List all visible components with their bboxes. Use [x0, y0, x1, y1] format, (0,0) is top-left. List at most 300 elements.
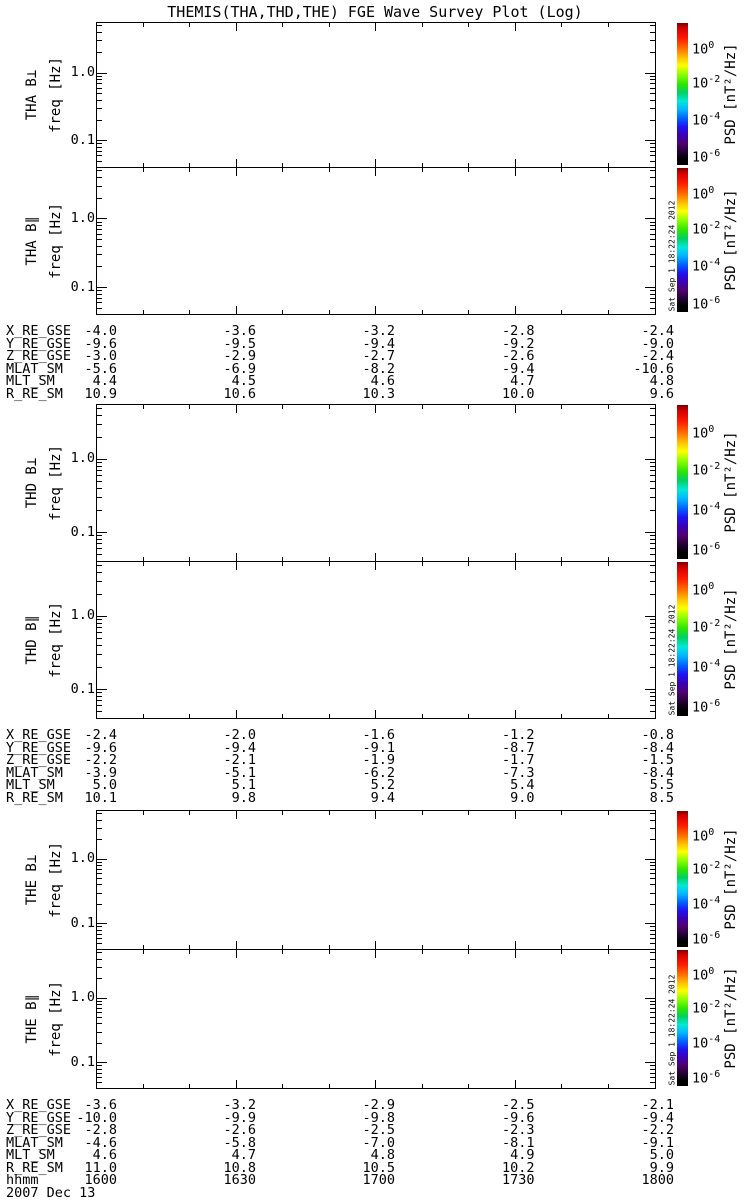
- ephemeris-value: -2.1: [641, 1097, 674, 1113]
- x-minor-tick-mark: [282, 811, 283, 815]
- y-minor-tick-mark: [97, 298, 102, 299]
- ephemeris-value: -9.4: [223, 739, 256, 756]
- ephemeris-label-y_re_gse: Y_RE_GSE: [6, 1109, 72, 1126]
- y-minor-tick-mark: [97, 930, 102, 931]
- y-minor-tick-mark: [650, 572, 655, 573]
- ephemeris-value: 9.0: [510, 789, 535, 806]
- y-minor-tick-mark: [97, 79, 102, 80]
- y-tick-label-1hz: 1.0: [70, 64, 95, 81]
- x-minor-tick-mark: [422, 310, 423, 314]
- y-minor-tick-mark: [97, 225, 102, 226]
- y-minor-tick-mark: [650, 437, 655, 438]
- ephemeris-label-r_re_sm: R_RE_SM: [6, 789, 63, 806]
- ephemeris-value: -6.2: [362, 764, 395, 781]
- x-minor-tick-mark: [561, 562, 562, 566]
- y-axis-title: freq [Hz]: [48, 841, 64, 918]
- x-minor-tick-mark: [468, 310, 469, 314]
- spectrogram-panel-THD-bpar: [96, 561, 656, 719]
- y-minor-tick-mark: [97, 76, 102, 77]
- ephemeris-value: -2.1: [223, 752, 256, 768]
- y-minor-tick-mark: [97, 1008, 102, 1009]
- ephemeris-value: 4.8: [370, 1147, 395, 1163]
- spectrogram-panel-THD-bperp: [96, 404, 656, 562]
- y-minor-tick-mark: [650, 1043, 655, 1044]
- ephemeris-value: 9.9: [649, 1159, 674, 1176]
- x-minor-tick-mark: [561, 1084, 562, 1088]
- ephemeris-value: -9.9: [223, 1109, 256, 1126]
- y-minor-tick-mark: [97, 93, 102, 94]
- y-minor-tick-mark: [650, 466, 655, 467]
- x-minor-tick-mark: [282, 310, 283, 314]
- x-minor-tick-mark: [468, 714, 469, 718]
- colorbar-tick-mantissa: 10: [692, 1070, 709, 1087]
- colorbar-tick-exponent: -6: [708, 1069, 721, 1081]
- x-minor-tick-mark: [282, 1084, 283, 1088]
- ephemeris-label-x_re_gse: X_RE_GSE: [6, 1097, 72, 1113]
- x-minor-tick-mark: [282, 405, 283, 409]
- y-major-tick-mark: [645, 923, 655, 924]
- x-minor-tick-mark: [189, 811, 190, 815]
- y-major-tick-mark: [645, 459, 655, 460]
- y-minor-tick-mark: [97, 254, 102, 255]
- ephemeris-value: -2.6: [501, 348, 535, 364]
- x-major-tick-mark: [236, 306, 237, 314]
- y-axis-title: freq [Hz]: [48, 444, 64, 521]
- y-minor-tick-mark: [650, 100, 655, 101]
- psd-colorbar: [677, 168, 688, 312]
- y-minor-tick-mark: [650, 177, 655, 178]
- panel-label-THD-bpar: THD B∥: [24, 614, 40, 665]
- ephemeris-value: 10.5: [362, 1159, 395, 1176]
- y-tick-label-1hz: 1.0: [70, 607, 95, 624]
- colorbar-tick-exponent: -6: [708, 930, 721, 942]
- y-minor-tick-mark: [650, 839, 655, 840]
- y-minor-tick-mark: [650, 254, 655, 255]
- y-minor-tick-mark: [650, 222, 655, 223]
- y-tick-label-01hz: 0.1: [70, 132, 95, 149]
- x-minor-tick-mark: [608, 562, 609, 566]
- y-minor-tick-mark: [650, 1012, 655, 1013]
- y-minor-tick-mark: [650, 904, 655, 905]
- y-minor-tick-mark: [97, 667, 102, 668]
- y-minor-tick-mark: [97, 884, 102, 885]
- y-minor-tick-mark: [97, 239, 102, 240]
- y-minor-tick-mark: [97, 535, 102, 536]
- y-minor-tick-mark: [650, 120, 655, 121]
- y-major-tick-mark: [97, 998, 107, 999]
- y-minor-tick-mark: [650, 93, 655, 94]
- colorbar-tick-mantissa: 10: [692, 828, 709, 845]
- colorbar-tick-label: [692, 422, 714, 442]
- y-minor-tick-mark: [650, 424, 655, 425]
- y-minor-tick-mark: [650, 1069, 655, 1070]
- ephemeris-label-mlt_sm: MLT_SM: [6, 777, 55, 793]
- y-minor-tick-mark: [650, 978, 655, 979]
- ephemeris-value: -7.3: [501, 764, 535, 781]
- y-tick-label-1hz: 1.0: [70, 988, 95, 1005]
- y-minor-tick-mark: [650, 873, 655, 874]
- y-minor-tick-mark: [97, 462, 102, 463]
- ephemeris-value: 5.1: [231, 777, 256, 793]
- x-minor-tick-mark: [189, 1084, 190, 1088]
- colorbar-tick-label: [692, 858, 720, 878]
- y-minor-tick-mark: [650, 170, 655, 171]
- colorbar-tick-label: [692, 38, 714, 58]
- ephemeris-value: 10.9: [84, 385, 117, 402]
- y-minor-tick-mark: [650, 878, 655, 879]
- ephemeris-label-r_re_sm: R_RE_SM: [6, 1159, 63, 1176]
- x-minor-tick-mark: [422, 405, 423, 409]
- x-minor-tick-mark: [189, 950, 190, 954]
- y-major-tick-mark: [97, 923, 107, 924]
- colorbar-tick-exponent: 0: [708, 581, 715, 593]
- colorbar-tick-mantissa: 10: [692, 425, 709, 442]
- x-minor-tick-mark: [561, 168, 562, 172]
- y-minor-tick-mark: [97, 820, 102, 821]
- colorbar-tick-mantissa: 10: [692, 41, 709, 58]
- x-major-tick-mark: [515, 168, 516, 176]
- spectrogram-panel-THE-bperp: [96, 810, 656, 950]
- y-minor-tick-mark: [97, 828, 102, 829]
- colorbar-tick-mantissa: 10: [692, 258, 709, 275]
- ephemeris-value: -5.8: [223, 1134, 256, 1151]
- colorbar-axis-title: PSD [nT²/Hz]: [723, 43, 739, 145]
- x-minor-tick-mark: [468, 168, 469, 172]
- psd-colorbar: [677, 405, 688, 559]
- x-major-tick-mark: [515, 23, 516, 31]
- x-minor-tick-mark: [422, 811, 423, 815]
- y-minor-tick-mark: [97, 543, 102, 544]
- plot-timestamp: Sat Sep 1 18:22:24 2012: [667, 604, 677, 716]
- ephemeris-value: -3.0: [84, 348, 117, 364]
- x-minor-tick-mark: [422, 168, 423, 172]
- x-major-tick-mark: [236, 562, 237, 570]
- x-major-tick-mark: [375, 1080, 376, 1088]
- x-major-tick-mark: [515, 950, 516, 958]
- ephemeris-value: 11.0: [84, 1159, 117, 1176]
- y-minor-tick-mark: [650, 198, 655, 199]
- panel-label-THE-bpar: THE B∥: [24, 993, 40, 1044]
- y-minor-tick-mark: [97, 1073, 102, 1074]
- y-minor-tick-mark: [650, 869, 655, 870]
- y-minor-tick-mark: [650, 581, 655, 582]
- ephemeris-value: 4.9: [510, 1147, 535, 1163]
- y-minor-tick-mark: [650, 1082, 655, 1083]
- y-minor-tick-mark: [650, 539, 655, 540]
- x-minor-tick-mark: [468, 23, 469, 27]
- y-tick-label-1hz: 1.0: [70, 209, 95, 226]
- ephemeris-value: 10.3: [362, 385, 395, 402]
- colorbar-tick-exponent: -2: [708, 859, 721, 871]
- ephemeris-value: -2.5: [362, 1122, 395, 1138]
- ephemeris-label-mlat_sm: MLAT_SM: [6, 360, 63, 377]
- ephemeris-value: 4.4: [92, 373, 117, 389]
- y-minor-tick-mark: [650, 820, 655, 821]
- y-minor-tick-mark: [97, 623, 102, 624]
- y-major-tick-mark: [645, 1062, 655, 1063]
- y-minor-tick-mark: [97, 294, 102, 295]
- ephemeris-value: -2.4: [641, 348, 674, 364]
- ephemeris-value: -9.6: [501, 1109, 535, 1126]
- y-minor-tick-mark: [650, 654, 655, 655]
- y-minor-tick-mark: [650, 234, 655, 235]
- psd-colorbar: [677, 562, 688, 716]
- y-minor-tick-mark: [650, 1004, 655, 1005]
- y-minor-tick-mark: [97, 222, 102, 223]
- colorbar-tick-mantissa: 10: [692, 659, 709, 676]
- ephemeris-value: -2.4: [641, 323, 674, 339]
- ephemeris-value: -9.8: [362, 1109, 395, 1126]
- colorbar-tick-exponent: -2: [708, 220, 721, 232]
- x-minor-tick-mark: [608, 1084, 609, 1088]
- ephemeris-value: -1.6: [362, 727, 395, 743]
- y-minor-tick-mark: [650, 594, 655, 595]
- x-major-tick-mark: [515, 553, 516, 561]
- y-minor-tick-mark: [97, 481, 102, 482]
- x-minor-tick-mark: [468, 1084, 469, 1088]
- ephemeris-value: -8.1: [501, 1134, 535, 1151]
- x-minor-tick-mark: [282, 562, 283, 566]
- plot-timestamp: Sat Sep 1 18:22:24 2012: [667, 974, 677, 1086]
- y-minor-tick-mark: [97, 155, 102, 156]
- y-minor-tick-mark: [650, 938, 655, 939]
- y-axis-title: freq [Hz]: [48, 980, 64, 1057]
- ephemeris-label-mlt_sm: MLT_SM: [6, 373, 55, 389]
- time-axis-label: hhmm: [6, 1172, 39, 1188]
- ephemeris-value: 10.6: [223, 385, 256, 402]
- y-minor-tick-mark: [97, 32, 102, 33]
- ephemeris-value: -10.0: [76, 1109, 117, 1126]
- x-minor-tick-mark: [143, 405, 144, 409]
- ephemeris-label-y_re_gse: Y_RE_GSE: [6, 739, 72, 756]
- ephemeris-value: 10.1: [84, 789, 117, 806]
- x-minor-tick-mark: [329, 950, 330, 954]
- colorbar-tick-mantissa: 10: [692, 296, 709, 313]
- y-minor-tick-mark: [97, 510, 102, 511]
- y-minor-tick-mark: [650, 25, 655, 26]
- colorbar-tick-label: [692, 964, 714, 984]
- colorbar-tick-label: [692, 293, 720, 313]
- y-minor-tick-mark: [650, 83, 655, 84]
- ephemeris-value: 5.2: [370, 777, 395, 793]
- y-minor-tick-mark: [97, 813, 102, 814]
- x-major-tick-mark: [236, 23, 237, 31]
- ephemeris-value: -9.4: [362, 335, 395, 352]
- y-minor-tick-mark: [97, 645, 102, 646]
- y-minor-tick-mark: [650, 627, 655, 628]
- colorbar-tick-mantissa: 10: [692, 967, 709, 984]
- colorbar-tick-exponent: -4: [708, 895, 721, 907]
- x-major-tick-mark: [515, 710, 516, 718]
- y-major-tick-mark: [645, 73, 655, 74]
- y-minor-tick-mark: [650, 623, 655, 624]
- y-minor-tick-mark: [650, 930, 655, 931]
- colorbar-tick-exponent: -4: [708, 501, 721, 513]
- ephemeris-value: -2.8: [501, 323, 535, 339]
- y-minor-tick-mark: [650, 290, 655, 291]
- y-minor-tick-mark: [97, 83, 102, 84]
- y-minor-tick-mark: [650, 408, 655, 409]
- x-major-tick-mark: [236, 710, 237, 718]
- y-minor-tick-mark: [650, 1073, 655, 1074]
- y-axis-title: freq [Hz]: [48, 56, 64, 133]
- colorbar-tick-label: [692, 893, 720, 913]
- ephemeris-value: 4.7: [231, 1147, 256, 1163]
- ephemeris-value: -3.9: [84, 764, 117, 781]
- x-minor-tick-mark: [608, 310, 609, 314]
- x-minor-tick-mark: [329, 562, 330, 566]
- colorbar-tick-label: [692, 146, 720, 166]
- ephemeris-value: -9.6: [84, 335, 117, 352]
- x-major-tick-mark: [236, 159, 237, 167]
- y-minor-tick-mark: [97, 1065, 102, 1066]
- panel-label-THA-bperp: THA B⊥: [24, 69, 40, 120]
- time-tick-label: 1700: [362, 1172, 395, 1188]
- y-minor-tick-mark: [97, 539, 102, 540]
- x-major-tick-mark: [236, 941, 237, 949]
- y-minor-tick-mark: [97, 290, 102, 291]
- y-minor-tick-mark: [650, 667, 655, 668]
- colorbar-tick-label: [692, 1032, 720, 1052]
- y-minor-tick-mark: [97, 198, 102, 199]
- y-minor-tick-mark: [650, 1032, 655, 1033]
- y-minor-tick-mark: [97, 88, 102, 89]
- y-minor-tick-mark: [97, 700, 102, 701]
- colorbar-tick-exponent: -6: [708, 698, 721, 710]
- x-minor-tick-mark: [282, 23, 283, 27]
- y-minor-tick-mark: [97, 488, 102, 489]
- ephemeris-value: 4.7: [510, 373, 535, 389]
- ephemeris-value: 4.5: [231, 373, 256, 389]
- x-minor-tick-mark: [329, 811, 330, 815]
- colorbar-tick-exponent: 0: [708, 424, 715, 436]
- y-minor-tick-mark: [650, 696, 655, 697]
- y-minor-tick-mark: [97, 1012, 102, 1013]
- ephemeris-value: -2.2: [641, 1122, 674, 1138]
- colorbar-tick-label: [692, 109, 720, 129]
- y-minor-tick-mark: [97, 926, 102, 927]
- x-minor-tick-mark: [329, 405, 330, 409]
- y-minor-tick-mark: [650, 934, 655, 935]
- y-minor-tick-mark: [650, 943, 655, 944]
- ephemeris-value: 4.6: [370, 373, 395, 389]
- x-minor-tick-mark: [561, 310, 562, 314]
- y-minor-tick-mark: [650, 52, 655, 53]
- x-major-tick-mark: [375, 168, 376, 176]
- y-minor-tick-mark: [650, 462, 655, 463]
- x-minor-tick-mark: [143, 811, 144, 815]
- y-minor-tick-mark: [97, 302, 102, 303]
- y-minor-tick-mark: [650, 76, 655, 77]
- y-minor-tick-mark: [97, 52, 102, 53]
- colorbar-tick-exponent: -2: [708, 618, 721, 630]
- plot-title: THEMIS(THA,THD,THE) FGE Wave Survey Plot (Log): [167, 3, 583, 21]
- colorbar-tick-exponent: -2: [708, 74, 721, 86]
- ephemeris-value: -2.2: [84, 752, 117, 768]
- colorbar-tick-mantissa: 10: [692, 896, 709, 913]
- ephemeris-value: -9.4: [501, 360, 535, 377]
- y-minor-tick-mark: [650, 302, 655, 303]
- y-minor-tick-mark: [650, 481, 655, 482]
- x-minor-tick-mark: [329, 168, 330, 172]
- y-minor-tick-mark: [97, 1077, 102, 1078]
- x-minor-tick-mark: [422, 562, 423, 566]
- ephemeris-value: -3.2: [362, 323, 395, 339]
- colorbar-tick-exponent: 0: [708, 40, 715, 52]
- x-major-tick-mark: [515, 562, 516, 570]
- colorbar-tick-exponent: 0: [708, 966, 715, 978]
- y-minor-tick-mark: [97, 1069, 102, 1070]
- colorbar-tick-label: [692, 183, 714, 203]
- y-major-tick-mark: [97, 218, 107, 219]
- colorbar-tick-exponent: -4: [708, 111, 721, 123]
- y-minor-tick-mark: [97, 862, 102, 863]
- ephemeris-value: -9.0: [641, 335, 674, 352]
- colorbar-tick-mantissa: 10: [692, 112, 709, 129]
- y-minor-tick-mark: [650, 952, 655, 953]
- y-minor-tick-mark: [650, 645, 655, 646]
- y-major-tick-mark: [97, 616, 107, 617]
- colorbar-tick-mantissa: 10: [692, 462, 709, 479]
- x-minor-tick-mark: [422, 950, 423, 954]
- y-tick-label-1hz: 1.0: [70, 849, 95, 866]
- plot-timestamp: Sat Sep 1 18:22:24 2012: [667, 200, 677, 312]
- y-minor-tick-mark: [650, 151, 655, 152]
- colorbar-tick-exponent: -4: [708, 1034, 721, 1046]
- ephemeris-value: -4.6: [84, 1134, 117, 1151]
- ephemeris-value: -0.8: [641, 727, 674, 743]
- colorbar-tick-label: [692, 696, 720, 716]
- y-major-tick-mark: [645, 532, 655, 533]
- ephemeris-value: -1.7: [501, 752, 535, 768]
- y-minor-tick-mark: [97, 1004, 102, 1005]
- x-minor-tick-mark: [143, 950, 144, 954]
- x-minor-tick-mark: [143, 562, 144, 566]
- date-label: 2007 Dec 13: [6, 1184, 96, 1200]
- y-minor-tick-mark: [97, 865, 102, 866]
- x-minor-tick-mark: [143, 23, 144, 27]
- ephemeris-value: -7.0: [362, 1134, 395, 1151]
- spectrogram-panel-THE-bpar: [96, 949, 656, 1089]
- x-minor-tick-mark: [143, 310, 144, 314]
- ephemeris-value: -2.6: [223, 1122, 256, 1138]
- ephemeris-value: -8.2: [362, 360, 395, 377]
- x-minor-tick-mark: [608, 23, 609, 27]
- ephemeris-value: -3.6: [84, 1097, 117, 1113]
- colorbar-tick-label: [692, 825, 714, 845]
- colorbar-tick-label: [692, 539, 720, 559]
- time-tick-label: 1630: [223, 1172, 256, 1188]
- x-minor-tick-mark: [282, 714, 283, 718]
- x-minor-tick-mark: [189, 168, 190, 172]
- y-minor-tick-mark: [97, 959, 102, 960]
- ephemeris-label-y_re_gse: Y_RE_GSE: [6, 335, 72, 352]
- colorbar-tick-label: [692, 218, 720, 238]
- y-minor-tick-mark: [650, 475, 655, 476]
- y-minor-tick-mark: [97, 186, 102, 187]
- y-minor-tick-mark: [650, 40, 655, 41]
- y-minor-tick-mark: [97, 25, 102, 26]
- colorbar-tick-exponent: -2: [708, 461, 721, 473]
- y-minor-tick-mark: [650, 638, 655, 639]
- colorbar-tick-exponent: -6: [708, 294, 721, 306]
- colorbar-tick-exponent: -2: [708, 998, 721, 1010]
- x-major-tick-mark: [375, 306, 376, 314]
- x-major-tick-mark: [236, 950, 237, 958]
- ephemeris-value: -3.2: [223, 1097, 256, 1113]
- ephemeris-label-x_re_gse: X_RE_GSE: [6, 323, 72, 339]
- y-minor-tick-mark: [650, 155, 655, 156]
